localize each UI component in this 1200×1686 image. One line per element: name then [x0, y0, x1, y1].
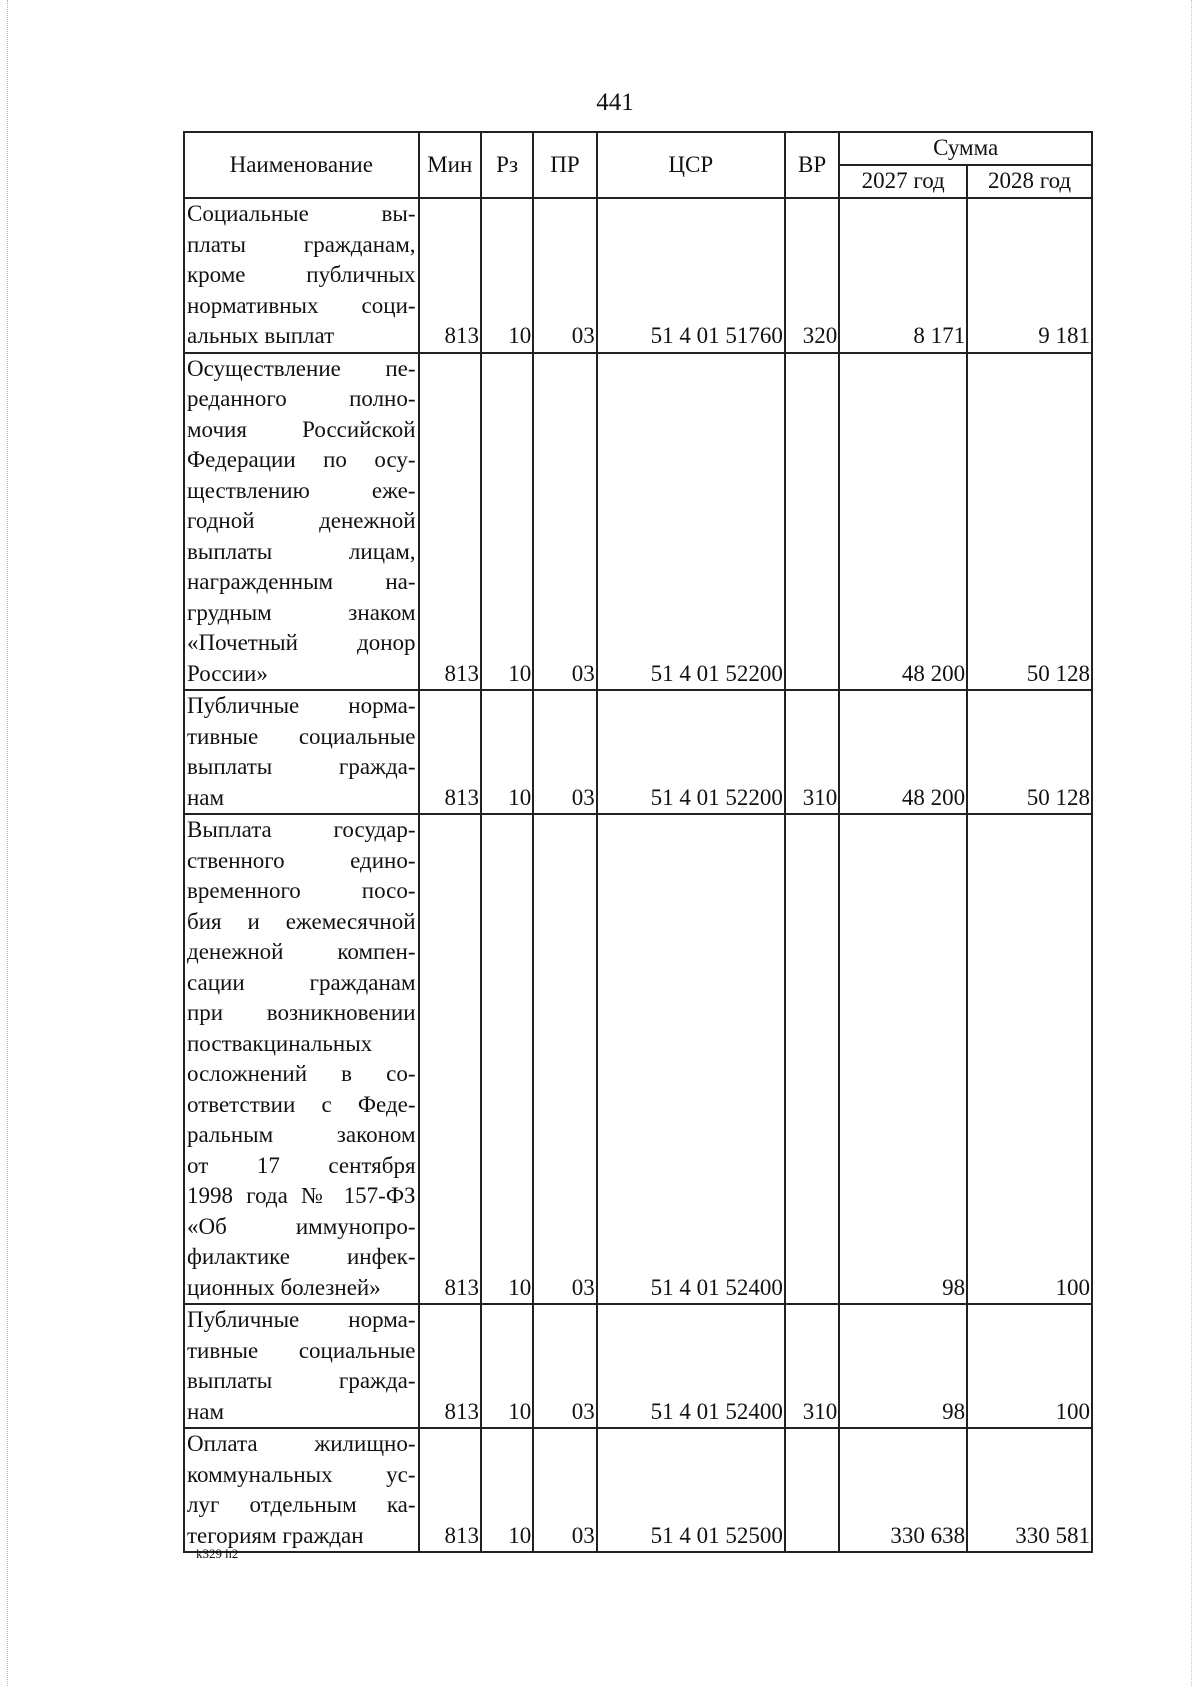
cell-rz: 10 — [481, 353, 533, 691]
name-line: «Об иммунопро- — [187, 1213, 416, 1239]
name-line: альных выплат — [187, 323, 335, 348]
cell-vr: 310 — [785, 690, 839, 814]
cell-min: 813 — [419, 1428, 481, 1552]
name-line: тегориям граждан — [187, 1522, 364, 1548]
cell-pr: 03 — [533, 1428, 596, 1552]
name-line: от 17 сентября — [187, 1152, 416, 1178]
name-line: нам — [187, 1398, 225, 1424]
name-line: награжденным на- — [187, 569, 416, 594]
cell-rz: 10 — [481, 690, 533, 814]
header-rz: Рз — [481, 132, 533, 198]
name-line: платы гражданам, — [187, 231, 416, 257]
table-row — [184, 198, 1092, 353]
name-line: нам — [187, 784, 225, 810]
cell-min: 813 — [419, 1304, 481, 1428]
name-line: нормативных соци- — [187, 292, 416, 318]
name-line: тивные социальные — [187, 1337, 416, 1363]
cell-sum-2028: 50 128 — [967, 353, 1092, 691]
name-line: денежной компен- — [187, 939, 416, 964]
header-vr: ВР — [785, 132, 839, 198]
cell-vr: 310 — [785, 1304, 839, 1428]
header-sum: Сумма — [839, 132, 1092, 165]
table-row — [184, 1304, 1092, 1428]
cell-name — [184, 1428, 419, 1552]
cell-sum-2028: 330 581 — [967, 1428, 1092, 1552]
name-line: сации гражданам — [187, 969, 416, 995]
cell-csr: 51 4 01 52500 — [597, 1428, 785, 1552]
name-line: временного посо- — [187, 878, 416, 903]
cell-sum-2028: 100 — [967, 1304, 1092, 1428]
name-line: коммунальных ус- — [187, 1461, 416, 1487]
cell-min: 813 — [419, 814, 481, 1304]
name-line: ственного едино- — [187, 847, 416, 873]
budget-table — [183, 131, 1093, 1553]
header-year-2028: 2028 год — [967, 165, 1092, 198]
cell-sum-2027: 48 200 — [839, 353, 967, 691]
cell-name — [184, 353, 419, 691]
scan-edge-left — [7, 0, 8, 1686]
name-line: поствакцинальных — [187, 1030, 373, 1056]
cell-csr: 51 4 01 52200 — [597, 353, 785, 691]
name-line: выплаты гражда- — [187, 1368, 416, 1393]
table-row — [184, 690, 1092, 814]
cell-sum-2027: 8 171 — [839, 198, 967, 353]
cell-csr: 51 4 01 52200 — [597, 690, 785, 814]
cell-rz: 10 — [481, 1304, 533, 1428]
cell-vr: 320 — [785, 198, 839, 353]
name-line: годной денежной — [187, 508, 416, 533]
cell-pr: 03 — [533, 1304, 596, 1428]
name-line: Оплата жилищно- — [187, 1431, 416, 1456]
header-min: Мин — [419, 132, 481, 198]
name-line: филактике инфек- — [187, 1244, 416, 1269]
table-header — [184, 132, 1092, 198]
cell-csr: 51 4 01 52400 — [597, 1304, 785, 1428]
name-line: 1998 года № 157-ФЗ — [187, 1183, 416, 1208]
cell-vr — [785, 814, 839, 1304]
cell-min: 813 — [419, 353, 481, 691]
name-line: осложнений в со- — [187, 1061, 416, 1086]
name-line: Выплата государ- — [187, 817, 416, 842]
page-number: 441 — [596, 89, 634, 116]
cell-sum-2027: 330 638 — [839, 1428, 967, 1552]
name-line: «Почетный донор — [187, 630, 416, 655]
name-line: грудным знаком — [187, 599, 416, 625]
cell-name — [184, 690, 419, 814]
cell-sum-2027: 98 — [839, 1304, 967, 1428]
name-line: Осуществление пе- — [187, 355, 416, 381]
cell-min: 813 — [419, 198, 481, 353]
name-line: ответствии с Феде- — [187, 1091, 416, 1117]
name-line: Публичные норма- — [187, 1307, 416, 1332]
scan-edge-right — [1191, 0, 1192, 1686]
name-line: ральным законом — [187, 1122, 416, 1147]
cell-rz: 10 — [481, 814, 533, 1304]
name-line: Публичные норма- — [187, 693, 416, 718]
name-line: кроме публичных — [187, 262, 416, 287]
cell-rz: 10 — [481, 198, 533, 353]
name-line: выплаты лицам, — [187, 538, 416, 564]
cell-min: 813 — [419, 690, 481, 814]
cell-pr: 03 — [533, 353, 596, 691]
cell-name — [184, 1304, 419, 1428]
name-line: реданного полно- — [187, 386, 416, 411]
name-line: России» — [187, 660, 268, 686]
cell-name — [184, 814, 419, 1304]
name-line: тивные социальные — [187, 723, 416, 749]
cell-pr: 03 — [533, 690, 596, 814]
name-line: при возникновении — [187, 1000, 416, 1025]
table-row — [184, 353, 1092, 691]
header-name: Наименование — [184, 132, 419, 198]
cell-rz: 10 — [481, 1428, 533, 1552]
cell-name — [184, 198, 419, 353]
cell-vr — [785, 353, 839, 691]
cell-sum-2028: 50 128 — [967, 690, 1092, 814]
cell-csr: 51 4 01 51760 — [597, 198, 785, 353]
cell-sum-2027: 98 — [839, 814, 967, 1304]
cell-sum-2027: 48 200 — [839, 690, 967, 814]
header-pr: ПР — [533, 132, 596, 198]
header-year-2027: 2027 год — [839, 165, 967, 198]
name-line: выплаты гражда- — [187, 754, 416, 779]
cell-sum-2028: 9 181 — [967, 198, 1092, 353]
cell-pr: 03 — [533, 814, 596, 1304]
name-line: Федерации по осу- — [187, 447, 416, 472]
name-line: мочия Российской — [187, 416, 416, 442]
name-line: ционных болезней» — [187, 1274, 381, 1300]
table-body — [184, 198, 1092, 1552]
cell-csr: 51 4 01 52400 — [597, 814, 785, 1304]
name-line: луг отдельным ка- — [187, 1492, 416, 1517]
cell-pr: 03 — [533, 198, 596, 353]
cell-vr — [785, 1428, 839, 1552]
name-line: бия и ежемесячной — [187, 908, 416, 934]
cell-sum-2028: 100 — [967, 814, 1092, 1304]
header-csr: ЦСР — [597, 132, 785, 198]
name-line: Социальные вы- — [187, 201, 416, 226]
table-row — [184, 814, 1092, 1304]
footer-code: k329 h2 — [196, 1546, 239, 1561]
name-line: ществлению еже- — [187, 477, 416, 503]
table-row — [184, 1428, 1092, 1552]
